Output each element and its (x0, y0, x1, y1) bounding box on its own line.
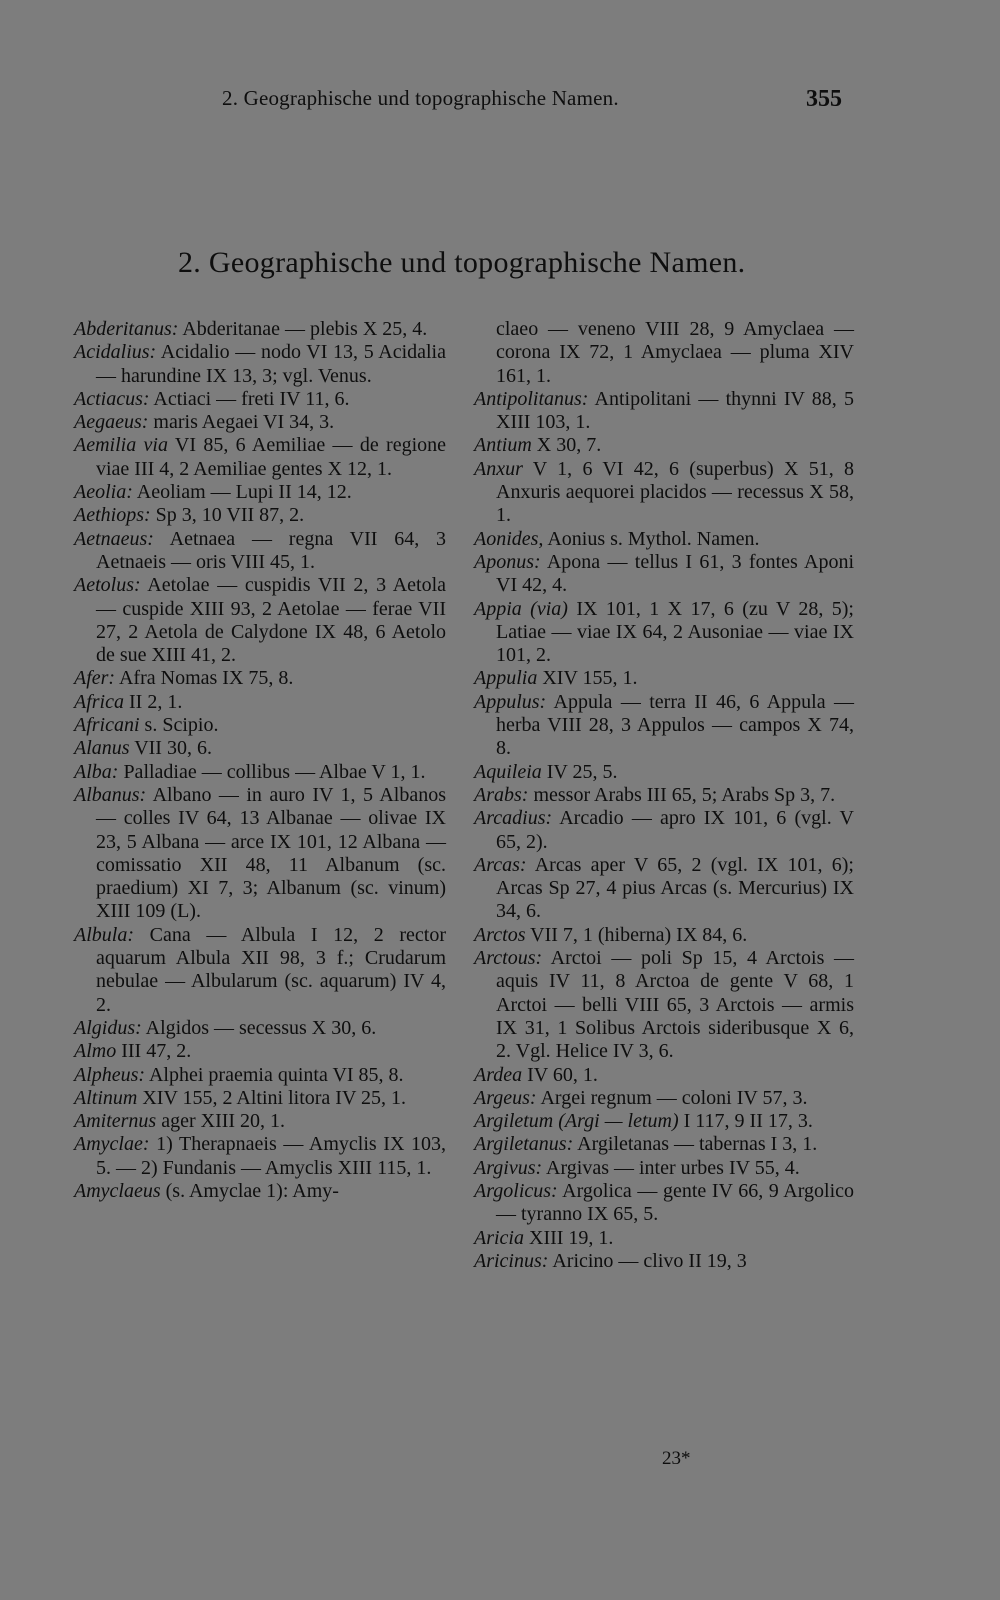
entry-text: messor Arabs III 65, 5; Arabs Sp 3, 7. (528, 783, 836, 806)
index-entry (74, 434, 446, 481)
index-entry (74, 388, 446, 411)
index-entry (474, 458, 854, 528)
entry-headword: Anxur (474, 457, 523, 480)
entry-headword: Argivus: (474, 1156, 543, 1179)
entry-headword: Aemilia via (74, 434, 168, 457)
entry-text: Alphei praemia quinta VI 85, 8. (145, 1063, 404, 1086)
index-entry (74, 1064, 446, 1087)
entry-headword: Aonides, (474, 527, 544, 550)
entry-text: Acidalio — nodo VI 13, 5 Acidalia — harundine IX 13, 3; vgl. Venus. (96, 341, 446, 387)
entry-text: V 1, 6 VI 42, 6 (superbus) X 51, 8 Anxuris aequorei placidos — recessus X 58, 1. (496, 457, 854, 527)
entry-headword: Abderitanus: (74, 318, 179, 340)
entry-headword: Actiacus: (74, 387, 150, 410)
index-entry (474, 551, 854, 598)
entry-text: Sp 3, 10 VII 87, 2. (150, 504, 305, 527)
entry-headword: Appulus: (474, 690, 547, 713)
right-column (474, 318, 854, 1273)
entry-text: ager XIII 20, 1. (156, 1110, 286, 1133)
entry-headword: Alba: (74, 760, 119, 783)
entry-headword: Amyclaeus (74, 1179, 161, 1202)
entry-headword: Aricinus: (474, 1249, 549, 1272)
entry-text: III 47, 2. (116, 1040, 192, 1063)
entry-headword: Aponus: (474, 550, 541, 573)
entry-text: Arctoi — poli Sp 15, 4 Arctois — aquis IV 11, 8 Arctoa de gente V 68, 1 Arctoi — belli VIII 65, 3 Arctois — armis IX 31, 1 Solibus Arctois sideribusque X 6, 2. Vgl. Helice IV 3, 6. (496, 947, 854, 1063)
index-entry (74, 528, 446, 575)
index-entry (474, 1110, 854, 1133)
entry-headword: Aethiops: (74, 504, 151, 527)
entry-text: IV 60, 1. (522, 1063, 598, 1086)
index-entry (74, 784, 446, 924)
entry-text: Aeoliam — Lupi II 14, 12. (132, 481, 352, 504)
entry-text: Palladiae — collibus — Albae V 1, 1. (118, 760, 426, 783)
entry-headword: Argolicus: (474, 1179, 558, 1202)
entry-text: XIV 155, 2 Altini litora IV 25, 1. (137, 1086, 407, 1109)
index-entry (74, 481, 446, 504)
entry-headword: Arabs: (474, 783, 529, 806)
index-entry (74, 1040, 446, 1063)
entry-text: II 2, 1. (124, 690, 183, 713)
entry-headword: Argiletanus: (474, 1133, 574, 1156)
entry-headword: Aeolia: (74, 481, 133, 504)
running-head: 2. Geographische und topographische Namen. (222, 86, 619, 110)
index-entry (474, 1087, 854, 1110)
page-number: 355 (806, 86, 842, 112)
index-entry (474, 528, 854, 551)
left-column (74, 318, 446, 1203)
entry-headword: Arcas: (474, 853, 527, 876)
entry-text: Argolica — gente IV 66, 9 Argolico — tyranno IX 65, 5. (496, 1179, 854, 1226)
index-entry (474, 924, 854, 947)
index-entry (74, 667, 446, 690)
entry-text: XIV 155, 1. (537, 667, 638, 690)
entry-headword: Aricia (474, 1226, 524, 1249)
index-entry (74, 1087, 446, 1110)
index-entry (474, 761, 854, 784)
entry-headword: Aetolus: (74, 574, 141, 597)
entry-headword: Africa (74, 690, 124, 713)
index-entry (474, 1180, 854, 1227)
entry-text: (s. Amyclae 1): Amy- (160, 1179, 339, 1202)
entry-text: Actiaci — freti IV 11, 6. (149, 387, 350, 410)
index-entry (474, 1064, 854, 1087)
entry-text: Algidos — secessus X 30, 6. (141, 1016, 377, 1039)
index-entry (74, 1017, 446, 1040)
index-entry (474, 1133, 854, 1156)
entry-text: Argivas — inter urbes IV 55, 4. (542, 1156, 800, 1179)
index-entry (474, 388, 854, 435)
entry-headword: Arctous: (474, 947, 543, 970)
entry-text: Argiletanas — tabernas I 3, 1. (573, 1133, 818, 1156)
index-entry (474, 807, 854, 854)
entry-headword: Arctos (474, 923, 526, 946)
entry-headword: Alpheus: (74, 1063, 146, 1086)
index-entry (474, 947, 854, 1063)
entry-text: Abderitanae — plebis X 25, 4. (178, 318, 428, 340)
index-entry (74, 761, 446, 784)
entry-headword: Algidus: (74, 1016, 142, 1039)
entry-headword: Altinum (74, 1086, 138, 1109)
entry-text: Arcadio — apro IX 101, 6 (vgl. V 65, 2). (496, 807, 854, 853)
entry-text: VI 85, 6 Aemiliae — de regione viae III 4, 2 Aemiliae gentes X 12, 1. (96, 434, 446, 480)
entry-headword: Amyclae: (74, 1133, 150, 1156)
index-entry (74, 411, 446, 434)
entry-text: Apona — tellus I 61, 3 fontes Aponi VI 42, 4. (496, 550, 854, 597)
section-title: 2. Geographische und topographische Namen. (178, 246, 746, 279)
index-entry (474, 1250, 854, 1273)
index-entry (74, 318, 446, 341)
entry-text: Albano — in auro IV 1, 5 Albanos — colles IV 64, 13 Albanae — olivae IX 23, 5 Albana — arce IX 101, 12 Albana — comissatio XII 48, 11 Albanum (sc. praedium) XI 7, 3; Albanum (sc. vinum) XIII 109 (L). (96, 783, 446, 923)
entry-text: VII 30, 6. (129, 737, 212, 760)
entry-text: Arcas aper V 65, 2 (vgl. IX 101, 6); Arcas Sp 27, 4 pius Arcas (s. Mercurius) IX 34, 6. (496, 853, 854, 923)
entry-text: XIII 19, 1. (524, 1226, 614, 1249)
index-entry (474, 667, 854, 690)
index-entry (74, 737, 446, 760)
entry-headword: Antium (474, 434, 532, 457)
entry-headword: Appulia (474, 667, 538, 690)
entry-headword: Africani (74, 714, 140, 737)
index-entry (74, 1133, 446, 1180)
index-entry (74, 691, 446, 714)
entry-text: Cana — Albula I 12, 2 rector aquarum Albula XII 98, 3 f.; Crudarum nebulae — Albularum (sc. aquarum) IV 4, 2. (96, 923, 446, 1016)
index-entry (74, 924, 446, 1017)
entry-headword: Appia (via) (474, 597, 568, 620)
entry-headword: Afer: (74, 667, 116, 690)
entry-headword: Aquileia (474, 760, 542, 783)
entry-headword: Antipolitanus: (474, 387, 589, 410)
entry-headword: Aegaeus: (74, 411, 149, 434)
index-entry (474, 854, 854, 924)
index-entry (474, 1157, 854, 1180)
entry-text: VII 7, 1 (hiberna) IX 84, 6. (525, 923, 748, 946)
signature-mark: 23* (662, 1448, 691, 1469)
index-entry (474, 1227, 854, 1250)
index-entry (74, 714, 446, 737)
index-entry (74, 341, 446, 388)
index-entry (474, 598, 854, 668)
entry-text: maris Aegaei VI 34, 3. (148, 411, 335, 434)
entry-text: Antipolitani — thynni IV 88, 5 XIII 103, 1. (496, 387, 854, 434)
entry-text: X 30, 7. (531, 434, 602, 457)
entry-text: Aetolae — cuspidis VII 2, 3 Aetola — cuspide XIII 93, 2 Aetolae — ferae VII 27, 2 Aetola de Calydone IX 48, 6 Aetolo de sue XIII 41, 2. (96, 574, 446, 667)
entry-text: I 117, 9 II 17, 3. (678, 1110, 813, 1133)
entry-text: Argei regnum — coloni IV 57, 3. (536, 1086, 808, 1109)
index-entry (474, 784, 854, 807)
index-entry (474, 434, 854, 457)
entry-headword: Albula: (74, 923, 134, 946)
entry-headword: Amiternus (74, 1110, 157, 1133)
entry-text: Appula — terra II 46, 6 Appula — herba VIII 28, 3 Appulos — campos X 74, 8. (496, 690, 854, 760)
entry-text: IV 25, 5. (541, 760, 618, 783)
entry-continuation: claeo — veneno VIII 28, 9 Amyclaea — corona IX 72, 1 Amyclaea — pluma XIV 161, 1. (496, 318, 854, 387)
entry-text: Aonius s. Mythol. Namen. (543, 527, 760, 550)
entry-headword: Ardea (474, 1063, 523, 1086)
entry-headword: Aetnaeus: (74, 527, 154, 550)
index-entry (474, 691, 854, 761)
entry-text: IX 101, 1 X 17, 6 (zu V 28, 5); Latiae — viae IX 64, 2 Ausoniae — viae IX 101, 2. (496, 597, 854, 667)
entry-headword: Almo (74, 1040, 117, 1063)
entry-headword: Alanus (74, 737, 130, 760)
entry-headword: Albanus: (74, 783, 147, 806)
entry-headword: Argiletum (Argi — letum) (474, 1110, 679, 1133)
index-entry (74, 1180, 446, 1203)
entry-headword: Arcadius: (474, 807, 553, 830)
entry-text: s. Scipio. (139, 714, 219, 737)
entry-headword: Argeus: (474, 1086, 537, 1109)
entry-text: 1) Therapnaeis — Amyclis IX 103, 5. — 2) Fundanis — Amyclis XIII 115, 1. (96, 1133, 446, 1179)
index-entry (74, 574, 446, 667)
entry-text: Afra Nomas IX 75, 8. (115, 667, 294, 690)
entry-text: Aricino — clivo II 19, 3 (548, 1249, 747, 1272)
entry-headword: Acidalius: (74, 341, 157, 364)
entry-text: Aetnaea — regna VII 64, 3 Aetnaeis — oris VIII 45, 1. (96, 527, 446, 573)
index-entry (74, 1110, 446, 1133)
index-entry (74, 504, 446, 527)
